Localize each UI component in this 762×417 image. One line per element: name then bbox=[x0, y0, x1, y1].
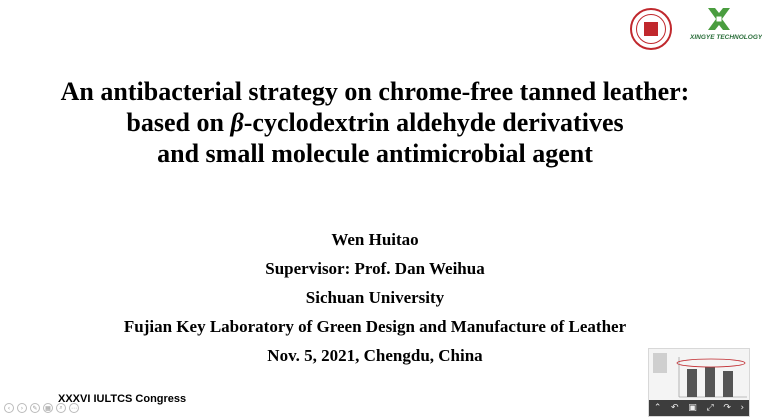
chevron-up-icon[interactable]: ⌃ bbox=[653, 403, 662, 413]
title-line-2-prefix: based on bbox=[126, 108, 231, 137]
more-icon[interactable]: ⋯ bbox=[71, 404, 77, 412]
xingye-x-mark-icon bbox=[706, 6, 732, 32]
pen-icon[interactable]: ✎ bbox=[30, 403, 40, 413]
author-name: Wen Huitao bbox=[331, 230, 419, 249]
company-name: XINGYE TECHNOLOGY bbox=[690, 34, 762, 41]
title-beta: β bbox=[230, 108, 244, 137]
next-icon[interactable]: › bbox=[17, 403, 27, 413]
university-seal-logo bbox=[630, 8, 672, 50]
expand-icon[interactable]: ⤢ bbox=[706, 403, 714, 413]
title-line-2-suffix: -cyclodextrin aldehyde derivatives bbox=[243, 108, 624, 137]
image-icon[interactable]: ▣ bbox=[688, 403, 697, 413]
next-icon[interactable]: › bbox=[740, 403, 745, 413]
university-name: Sichuan University bbox=[305, 288, 445, 307]
date-location: Nov. 5, 2021, Chengdu, China bbox=[267, 346, 483, 365]
zoom-icon[interactable]: ⌕ bbox=[56, 403, 66, 413]
laboratory-name: Fujian Key Laboratory of Green Design and Manufacture of Leather bbox=[123, 317, 627, 336]
back-icon[interactable]: ↶ bbox=[671, 403, 679, 413]
supervisor: Supervisor: Prof. Dan Weihua bbox=[265, 259, 485, 278]
slide-title bbox=[0, 76, 750, 169]
slides-icon[interactable]: ▦ bbox=[43, 403, 53, 413]
congress-label: XXXVI IULTCS Congress bbox=[58, 393, 187, 405]
title-line-2 bbox=[0, 107, 750, 138]
prev-icon[interactable]: ‹ bbox=[4, 403, 14, 413]
thumbnail-chart-image bbox=[649, 349, 749, 401]
forward-icon[interactable]: ↷ bbox=[723, 403, 731, 413]
title-line-3: and small molecule antimicrobial agent bbox=[157, 139, 593, 168]
thumbnail-toolbar bbox=[649, 400, 749, 416]
xingye-technology-logo bbox=[690, 6, 762, 52]
title-line-1: An antibacterial strategy on chrome-free tanned leather: bbox=[60, 77, 690, 106]
author-info bbox=[0, 225, 750, 370]
video-thumbnail[interactable] bbox=[648, 348, 750, 417]
slide-player-controls bbox=[4, 403, 79, 413]
